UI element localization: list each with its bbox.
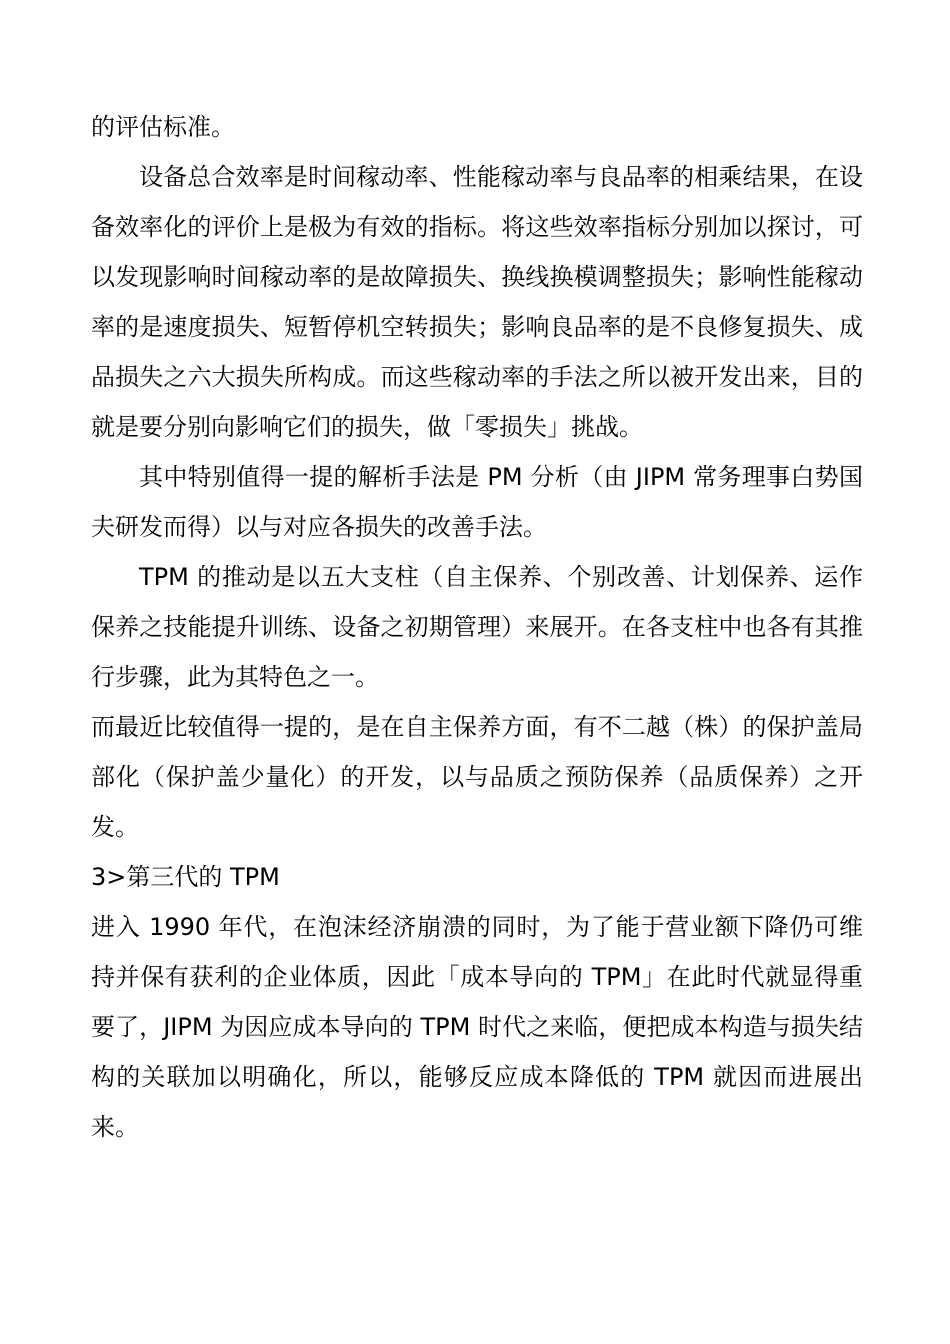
paragraph-evaluation-standard: 的评估标准。 [91, 113, 235, 141]
paragraph-tpm-pillars: TPM 的推动是以五大支柱（自主保养、个别改善、计划保养、运作保养之技能提升训练、设备之初期管理）来展开。在各支柱中也各有其推行步骤，此为其特色之一。 [91, 563, 863, 691]
paragraph-autonomous-maintenance: 而最近比较值得一提的，是在自主保养方面，有不二越（株）的保护盖局部化（保护盖少量化）的开发，以与品质之预防保养（品质保养）之开发。 [91, 713, 863, 841]
paragraph-oee-definition: 设备总合效率是时间稼动率、性能稼动率与良品率的相乘结果，在设备效率化的评价上是极为有效的指标。将这些效率指标分别加以探讨，可以发现影响时间稼动率的是故障损失、换线换模调整损失；影响性能稼动率的是速度损失、短暂停机空转损失；影响良品率的是不良修复损失、成品损失之六大损失所构成。而这些稼动率的手法之所以被开发出来，目的就是要分别向影响它们的损失，做「零损失」挑战。 [91, 163, 863, 441]
paragraph-cost-oriented-tpm: 进入 1990 年代，在泡沫经济崩溃的同时，为了能于营业额下降仍可维持并保有获利的企业体质，因此「成本导向的 TPM」在此时代就显得重要了，JIPM 为因应成本导向的 TPM 时代之来临，便把成本构造与损失结构的关联加以明确化，所以，能够反应成本降低的 TPM 就因而进展出来。 [91, 913, 863, 1141]
document-body [91, 102, 863, 1152]
section-heading-third-generation-tpm: 3>第三代的 TPM [91, 863, 280, 891]
paragraph-pm-analysis: 其中特别值得一提的解析手法是 PM 分析（由 JIPM 常务理事白势国夫研发而得）以与对应各损失的改善手法。 [91, 463, 863, 541]
